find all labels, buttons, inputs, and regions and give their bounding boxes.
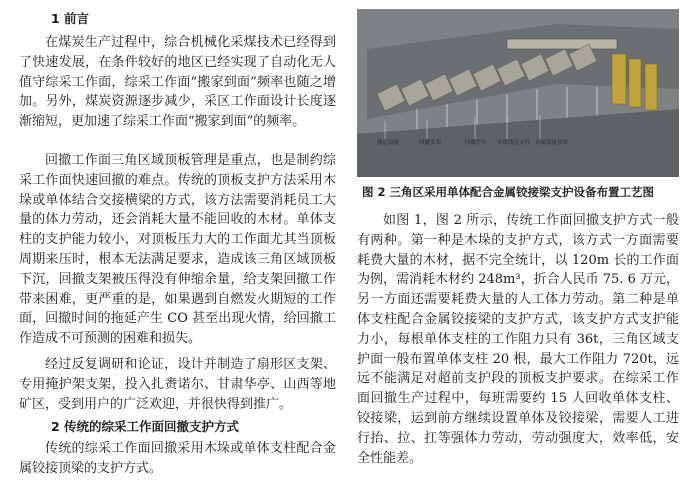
equipment-layout-illustration [357,9,679,177]
paragraph-intro-3: 经过反复调研和论证，设计并制造了扇形区支架、专用掩护架支架，投入扎赉诺尔、甘肃华亭、山西等地矿区，受到用户的广泛欢迎，并很快得到推广。 [19,357,336,412]
paragraph-intro-2: 回撤工作面三角区域顶板管理是重点，也是制约综采工作面快速回撤的难点。传统的顶板支护方法采用木垛或单体结合交接横梁的方式，该方法需要消耗员工大量的体力劳动，还会消耗大量不能回收的木材。单体支柱的支护能力较小，对顶板压力大的工作面尤其当顶板周期来压时，根本无法满足要求，造成该三角区域顶板下沉，回撤支架被压得没有伸缩余量，给支架回撤工作带来困难，更严重的是，如果遇到自燃发火期短的工作面，回撤时间的拖延产生 CO 甚至出现火情，给回撤工作造成不可预测的困难和损失。 [19,153,336,347]
section-2-heading: 2 传统的综采工作面回撤支护方式 [51,419,240,434]
figure-label-1: 搬运设备 [377,140,400,146]
figure-2-caption: 图 2 三角区采用单体配合金属铰接梁支护设备布置工艺图 [362,185,655,199]
paragraph-intro-1: 在煤炭生产过程中，综合机械化采煤技术已经得到了快速发展，在条件较好的地区已经实现了自动化无人值守综采工作面，综采工作面“搬家到面”频率也随之增加。另外，煤炭资源逐步减少，采区工作面设计长度逐渐缩短，更加速了综采工作面“搬家到面”的频率。 [19,35,336,130]
paragraph-section-2: 传统的综采工作面回撤采用木垛或单体支柱配合金属铰接顶梁的支护方式。 [19,441,336,476]
figure-label-5: 金属铰接顶梁 [535,140,569,146]
figure-2-image [357,9,679,177]
figure-label-2: 回撤支架 [419,140,442,146]
paragraph-support-methods: 如图 1，图 2 所示，传统工作面回撤支护方式一般有两种。第一种是木垛的支护方式，该方式一方面需要耗费大量的木材，据不完全统计，以 120m 长的工作面为例，需消耗木材约 248m³，折合人民币 75. 6 万元，另一方面还需要耗费大量的人工体力劳动。第二种是单体支柱配合金属铰接梁的支护方式，该支护方式支护能力小，每根单体支柱的工作阻力只有 36t，三角区域支护面一般布置单体支柱 20 根，最大工作阻力 720t，远远不能满足对超前支护段的顶板支护要求。在综采工作面回撤生产过程中，每班需要约 15 人回收单体支柱、铰接梁，运到前方继续设置单体及铰接梁，需要人工进行抬、拉、扛等强体力劳动，劳动强度大，效率低，安全性能差。 [357,213,679,466]
figure-label-4: 单体液压支柱 [497,140,531,146]
figure-label-3: 回撤平台 [465,140,488,146]
section-1-heading: 1 前言 [51,11,90,26]
